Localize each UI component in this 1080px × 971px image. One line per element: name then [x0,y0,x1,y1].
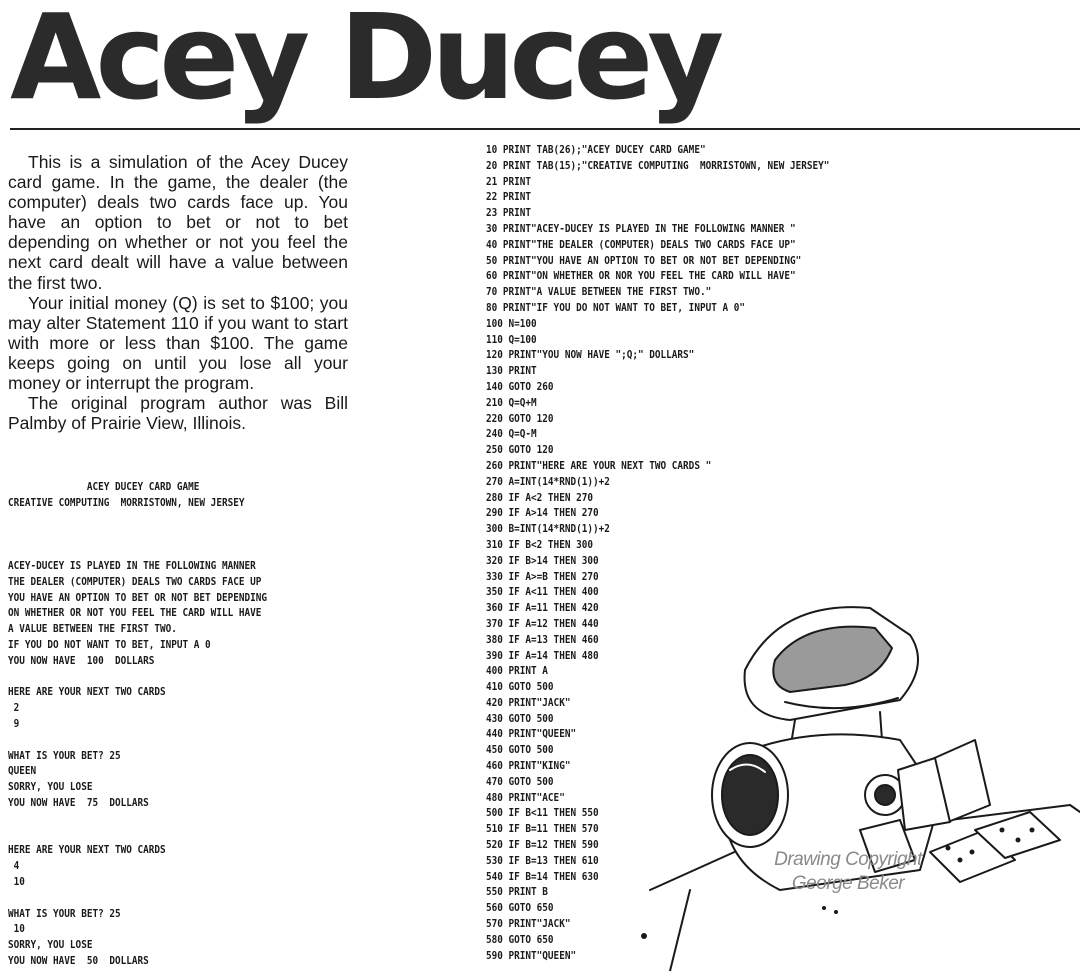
code-line: 250 GOTO 120 [486,444,554,457]
code-line: 590 PRINT"QUEEN" [486,949,577,962]
output-line: 9 [8,717,20,730]
code-line: 23 PRINT [486,207,532,220]
output-line: YOU NOW HAVE 100 DOLLARS [8,654,155,667]
output-line: IF YOU DO NOT WANT TO BET, INPUT A 0 [8,638,211,651]
output-line: SORRY, YOU LOSE [8,939,93,952]
code-line: 130 PRINT [486,365,537,378]
output-line: ON WHETHER OR NOT YOU FEEL THE CARD WILL HAVE [8,607,262,620]
code-line: 210 Q=Q+M [486,396,537,409]
output-line [8,543,267,559]
illustration-credit [748,848,948,896]
code-line: 240 Q=Q-M [486,428,537,441]
code-line: 370 IF A=12 THEN 440 [486,617,599,630]
code-line: 22 PRINT [486,191,532,204]
code-line: 360 IF A=11 THEN 420 [486,602,599,615]
code-line: 70 PRINT"A VALUE BETWEEN THE FIRST TWO." [486,286,712,299]
output-line: HERE ARE YOUR NEXT TWO CARDS [8,844,166,857]
output-line [8,527,267,543]
code-line: 510 IF B=11 THEN 570 [486,823,599,836]
code-line: 450 GOTO 500 [486,744,554,757]
output-line: A VALUE BETWEEN THE FIRST TWO. [8,623,177,636]
code-line: 110 Q=100 [486,333,537,346]
output-line: WHAT IS YOUR BET? 25 [8,907,121,920]
output-line: ACEY-DUCEY IS PLAYED IN THE FOLLOWING MANNER [8,559,256,572]
code-line: 540 IF B=14 THEN 630 [486,870,599,883]
code-line: 20 PRINT TAB(15);"CREATIVE COMPUTING MORRISTOWN, NEW JERSEY" [486,159,830,172]
output-line: YOU NOW HAVE 50 DOLLARS [8,954,149,967]
output-line: YOU HAVE AN OPTION TO BET OR NOT BET DEPENDING [8,591,267,604]
output-line: HERE ARE YOUR NEXT TWO CARDS [8,686,166,699]
output-line: YOU NOW HAVE 75 DOLLARS [8,796,149,809]
code-line: 570 PRINT"JACK" [486,918,571,931]
output-line: 10 [8,875,25,888]
code-line: 420 PRINT"JACK" [486,696,571,709]
sample-run-output [8,480,267,970]
code-line: 580 GOTO 650 [486,933,554,946]
code-line: 50 PRINT"YOU HAVE AN OPTION TO BET OR NOT BET DEPENDING" [486,254,802,267]
intro-paragraph: This is a simulation of the Acey Ducey card game. In the game, the dealer (the computer) deals two cards face up. You have an option to bet or not to bet depending on whether or not you feel the next card dealt will have a value between the first two. [8,152,348,293]
code-line: 10 PRINT TAB(26);"ACEY DUCEY CARD GAME" [486,144,706,156]
intro-text [8,152,348,433]
credit-line: Drawing Copyright [774,849,922,870]
output-line [8,812,267,828]
code-line: 140 GOTO 260 [486,380,554,393]
output-line: QUEEN [8,765,37,778]
code-line: 21 PRINT [486,175,532,188]
output-line: SORRY, YOU LOSE [8,781,93,794]
article-title: Acey Ducey [10,0,719,126]
code-line: 430 GOTO 500 [486,712,554,725]
code-line: 280 IF A<2 THEN 270 [486,491,593,504]
robot-dealer-illustration [630,590,1080,971]
code-line: 460 PRINT"KING" [486,760,571,773]
intro-paragraph: The original program author was Bill Palmby of Prairie View, Illinois. [8,393,348,434]
code-line: 440 PRINT"QUEEN" [486,728,577,741]
output-line [8,670,267,686]
code-line: 380 IF A=13 THEN 460 [486,633,599,646]
code-line: 30 PRINT"ACEY-DUCEY IS PLAYED IN THE FOLLOWING MANNER " [486,222,796,235]
code-line: 300 B=INT(14*RND(1))+2 [486,523,610,536]
output-line [8,512,267,528]
title-rule [10,128,1080,130]
output-line: CREATIVE COMPUTING MORRISTOWN, NEW JERSEY [8,496,245,509]
output-line: ACEY DUCEY CARD GAME [8,481,200,493]
code-line: 520 IF B=12 THEN 590 [486,839,599,852]
code-line: 290 IF A>14 THEN 270 [486,507,599,520]
code-line: 40 PRINT"THE DEALER (COMPUTER) DEALS TWO CARDS FACE UP" [486,238,796,251]
output-line: 2 [8,702,20,715]
code-line: 550 PRINT B [486,886,548,899]
code-line: 80 PRINT"IF YOU DO NOT WANT TO BET, INPUT A 0" [486,301,745,314]
output-line [8,733,267,749]
code-line: 390 IF A=14 THEN 480 [486,649,599,662]
output-line: 4 [8,860,20,873]
code-line: 330 IF A>=B THEN 270 [486,570,599,583]
credit-line: George Beker [791,873,905,894]
code-line: 270 A=INT(14*RND(1))+2 [486,475,610,488]
code-line: 320 IF B>14 THEN 300 [486,554,599,567]
code-line: 100 N=100 [486,317,537,330]
code-line: 350 IF A<11 THEN 400 [486,586,599,599]
output-line: THE DEALER (COMPUTER) DEALS TWO CARDS FACE UP [8,575,262,588]
code-line: 530 IF B=13 THEN 610 [486,854,599,867]
code-line: 310 IF B<2 THEN 300 [486,538,593,551]
output-line: WHAT IS YOUR BET? 25 [8,749,121,762]
code-line: 60 PRINT"ON WHETHER OR NOR YOU FEEL THE CARD WILL HAVE" [486,270,796,283]
code-line: 410 GOTO 500 [486,681,554,694]
code-line: 500 IF B<11 THEN 550 [486,807,599,820]
code-line: 400 PRINT A [486,665,548,678]
code-line: 470 GOTO 500 [486,775,554,788]
output-line [8,891,267,907]
output-line: 10 [8,923,25,936]
code-line: 480 PRINT"ACE" [486,791,565,804]
code-line: 560 GOTO 650 [486,902,554,915]
code-line: 260 PRINT"HERE ARE YOUR NEXT TWO CARDS " [486,459,712,472]
code-line: 120 PRINT"YOU NOW HAVE ";Q;" DOLLARS" [486,349,695,362]
intro-paragraph: Your initial money (Q) is set to $100; you may alter Statement 110 if you want to start with more or less than $100. The game keeps going on until you lose all your money or interrupt the program. [8,292,348,394]
code-line: 220 GOTO 120 [486,412,554,425]
output-line [8,828,267,844]
